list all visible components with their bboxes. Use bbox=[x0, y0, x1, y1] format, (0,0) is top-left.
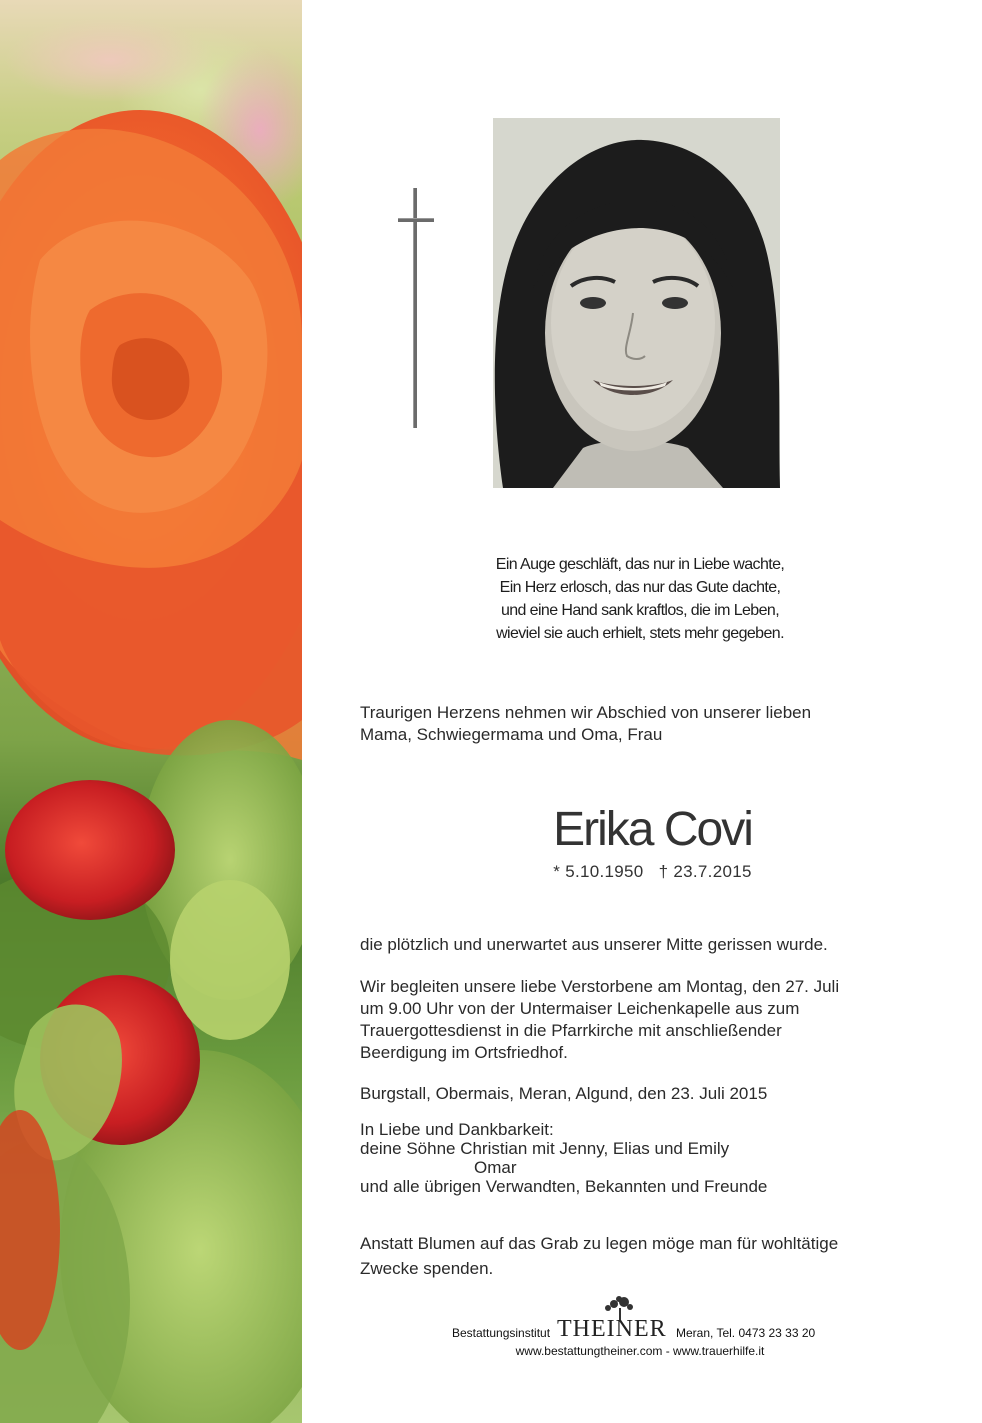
intro-text bbox=[360, 702, 940, 746]
footer-websites[interactable]: www.bestattungtheiner.com - www.trauerhilfe.it bbox=[515, 1344, 765, 1358]
memorial-poem bbox=[440, 553, 840, 645]
poem-line: wieviel sie auch erhielt, stets mehr gegeben. bbox=[496, 625, 784, 642]
sudden-line: die plötzlich und unerwartet aus unserer Mitte gerissen wurde. bbox=[360, 935, 828, 954]
footer-prefix: Bestattungsinstitut bbox=[452, 1326, 551, 1340]
mourners-list bbox=[360, 1120, 940, 1196]
place-date bbox=[360, 1083, 940, 1105]
funeral-home-footer bbox=[440, 1296, 840, 1358]
intro-line: Mama, Schwiegermama und Oma, Frau bbox=[360, 725, 663, 744]
place-date-line: Burgstall, Obermais, Meran, Algund, den 23. Juli 2015 bbox=[360, 1084, 768, 1103]
portrait-photo bbox=[493, 118, 780, 488]
poem-line: Ein Auge geschläft, das nur in Liebe wachte, bbox=[495, 556, 785, 573]
funeral-info bbox=[360, 976, 940, 1064]
poem-line: und eine Hand sank kraftlos, die im Leben, bbox=[500, 602, 780, 619]
funeral-line: Trauergottesdienst in die Pfarrkirche mit anschließender bbox=[360, 1021, 782, 1040]
mourners-sons-cont: Omar bbox=[474, 1158, 517, 1177]
mourners-heading: In Liebe und Dankbarkeit: bbox=[360, 1120, 554, 1139]
deceased-name: Erika Covi bbox=[553, 803, 752, 856]
cross-icon bbox=[398, 188, 434, 428]
donation-line: Zwecke spenden. bbox=[360, 1259, 494, 1278]
donation-line: Anstatt Blumen auf das Grab zu legen möge man für wohltätige bbox=[360, 1234, 839, 1253]
funeral-line: Wir begleiten unsere liebe Verstorbene am Montag, den 27. Juli bbox=[360, 977, 840, 996]
life-dates: * 5.10.1950 † 23.7.2015 bbox=[553, 862, 752, 881]
floral-side-panel bbox=[0, 0, 302, 1423]
donation-note bbox=[360, 1231, 940, 1281]
poem-line: Ein Herz erlosch, das nur das Gute dachte, bbox=[499, 579, 781, 596]
rose-illustration bbox=[0, 0, 302, 1423]
mourners-sons: deine Söhne Christian mit Jenny, Elias und Emily bbox=[360, 1139, 730, 1158]
mourners-others: und alle übrigen Verwandten, Bekannten und Freunde bbox=[360, 1177, 768, 1196]
sudden-text bbox=[360, 934, 940, 956]
footer-brand: THEINER bbox=[557, 1316, 667, 1342]
funeral-line: um 9.00 Uhr von der Untermaiser Leichenkapelle aus zum bbox=[360, 999, 800, 1018]
footer-contact: Meran, Tel. 0473 23 33 20 bbox=[676, 1326, 816, 1340]
funeral-line: Beerdigung im Ortsfriedhof. bbox=[360, 1043, 568, 1062]
intro-line: Traurigen Herzens nehmen wir Abschied von unserer lieben bbox=[360, 703, 812, 722]
